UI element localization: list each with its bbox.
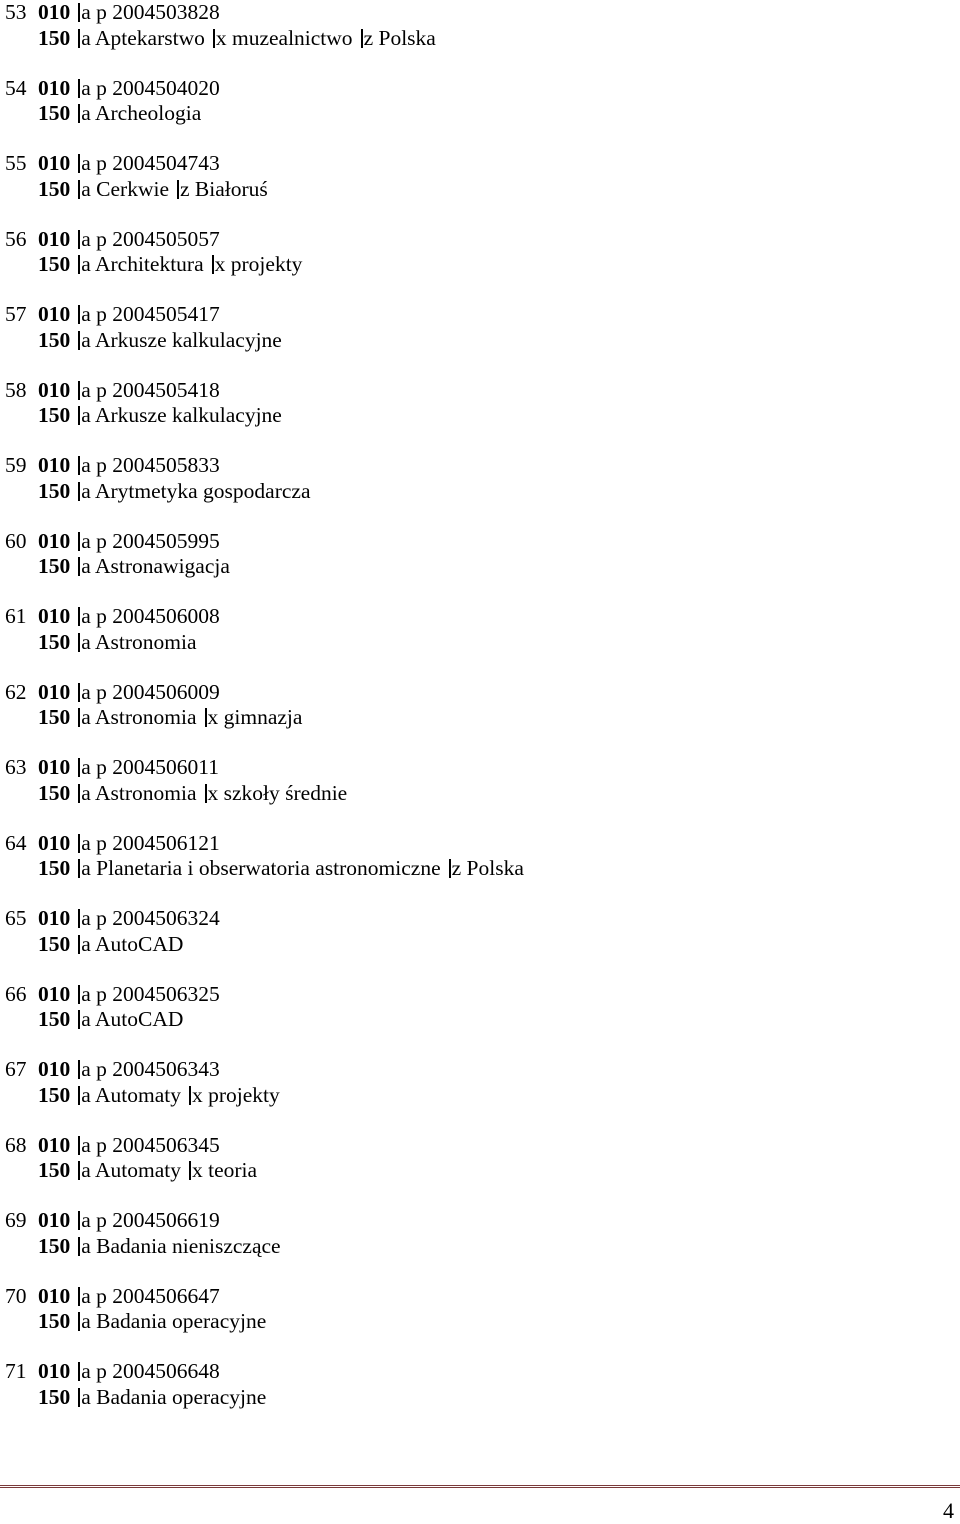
subfield-delimiter: [212, 255, 214, 274]
control-number-value: a p 2004506325: [81, 981, 220, 1006]
heading-line: [5, 856, 945, 882]
field-tag-150: 150: [38, 1384, 71, 1409]
control-number-value: a p 2004505833: [81, 453, 220, 477]
subfield-delimiter: [78, 708, 80, 727]
subfield-delimiter: [78, 456, 80, 475]
record-54: [5, 76, 945, 152]
subfield-delimiter: [78, 1388, 80, 1407]
subfield-delimiter: [78, 1362, 80, 1381]
control-number-value: a p 2004506008: [81, 604, 220, 628]
record-number: 65: [5, 906, 27, 930]
control-number-value: a p 2004505057: [81, 226, 220, 251]
field-tag-150: 150: [38, 478, 71, 503]
subfield-value: a Badania operacyjne: [81, 1384, 267, 1409]
control-number-line: [5, 0, 945, 26]
record-number: 61: [5, 604, 27, 628]
subfield-value: z Polska: [363, 25, 436, 50]
heading-line: [5, 101, 945, 127]
field-tag-150: 150: [38, 403, 71, 427]
record-number: 66: [5, 981, 27, 1006]
subfield-delimiter: [78, 633, 80, 652]
subfield-delimiter: [78, 1287, 80, 1306]
record-58: [5, 378, 945, 454]
subfield-value: a Astronawigacja: [81, 554, 230, 578]
control-number-line: [5, 604, 945, 630]
field-tag-150: 150: [38, 931, 71, 956]
field-tag-010: 010: [38, 906, 71, 930]
subfield-delimiter: [78, 532, 80, 551]
field-tag-150: 150: [38, 629, 71, 654]
record-number: 54: [5, 75, 27, 100]
record-number: 55: [5, 151, 27, 175]
control-number-value: a p 2004506343: [81, 1057, 220, 1081]
record-number: 71: [5, 1359, 27, 1383]
control-number-line: [5, 302, 945, 328]
field-tag-150: 150: [38, 1082, 71, 1107]
heading-line: [5, 1007, 945, 1033]
subfield-delimiter: [78, 406, 80, 425]
subfield-delimiter: [189, 1086, 191, 1105]
subfield-delimiter: [189, 1161, 191, 1180]
control-number-value: a p 2004506324: [81, 906, 220, 930]
subfield-value: a Archeologia: [81, 101, 202, 125]
subfield-value: a Architektura: [81, 252, 204, 276]
heading-line: [5, 1083, 945, 1109]
subfield-value: x muzealnictwo: [215, 25, 353, 50]
field-tag-010: 010: [38, 0, 71, 24]
field-tag-010: 010: [38, 226, 71, 251]
heading-line: [5, 1385, 945, 1411]
control-number-line: [5, 151, 945, 177]
subfield-delimiter: [78, 985, 80, 1004]
record-55: [5, 151, 945, 227]
control-number-value: a p 2004506619: [81, 1208, 220, 1232]
subfield-delimiter: [78, 935, 80, 954]
control-number-line: [5, 1284, 945, 1310]
field-tag-010: 010: [38, 151, 71, 175]
heading-line: [5, 1158, 945, 1184]
subfield-value: a Automaty: [81, 1158, 181, 1182]
subfield-delimiter: [205, 784, 207, 803]
record-number: 68: [5, 1132, 27, 1157]
subfield-delimiter: [78, 154, 80, 173]
subfield-value: a Arkusze kalkulacyjne: [81, 403, 282, 427]
record-69: [5, 1208, 945, 1284]
heading-line: [5, 403, 945, 429]
field-tag-150: 150: [38, 101, 71, 125]
record-list: [5, 0, 945, 1435]
subfield-value: a Arytmetyka gospodarcza: [81, 478, 311, 503]
record-number: 64: [5, 830, 27, 855]
subfield-value: a Astronomia: [81, 629, 197, 654]
field-tag-010: 010: [38, 1359, 71, 1383]
record-number: 60: [5, 528, 27, 553]
control-number-line: [5, 378, 945, 404]
heading-line: [5, 252, 945, 278]
subfield-delimiter: [361, 29, 363, 48]
record-64: [5, 831, 945, 907]
subfield-delimiter: [78, 784, 80, 803]
control-number-line: [5, 453, 945, 479]
heading-line: [5, 705, 945, 731]
heading-line: [5, 554, 945, 580]
subfield-delimiter: [78, 1010, 80, 1029]
field-tag-010: 010: [38, 1208, 71, 1232]
record-62: [5, 680, 945, 756]
control-number-value: a p 2004505995: [81, 528, 220, 553]
heading-line: [5, 177, 945, 203]
subfield-value: z Polska: [451, 856, 524, 880]
record-57: [5, 302, 945, 378]
control-number-value: a p 2004506345: [81, 1132, 220, 1157]
field-tag-010: 010: [38, 604, 71, 628]
subfield-delimiter: [78, 758, 80, 777]
subfield-delimiter: [78, 1136, 80, 1155]
record-number: 58: [5, 377, 27, 402]
field-tag-150: 150: [38, 1007, 71, 1031]
control-number-line: [5, 76, 945, 102]
field-tag-150: 150: [38, 327, 71, 352]
subfield-value: a Automaty: [81, 1082, 181, 1107]
record-number: 59: [5, 453, 27, 477]
control-number-line: [5, 680, 945, 706]
subfield-delimiter: [78, 79, 80, 98]
heading-line: [5, 781, 945, 807]
subfield-value: a AutoCAD: [81, 1007, 184, 1031]
record-number: 53: [5, 0, 27, 24]
subfield-delimiter: [78, 1237, 80, 1256]
heading-line: [5, 932, 945, 958]
subfield-value: x projekty: [214, 252, 303, 276]
record-66: [5, 982, 945, 1058]
record-number: 69: [5, 1208, 27, 1232]
record-59: [5, 453, 945, 529]
subfield-delimiter: [78, 180, 80, 199]
record-number: 67: [5, 1057, 27, 1081]
record-number: 62: [5, 679, 27, 704]
record-68: [5, 1133, 945, 1209]
control-number-line: [5, 1133, 945, 1159]
control-number-line: [5, 227, 945, 253]
control-number-value: a p 2004505418: [81, 377, 220, 402]
subfield-delimiter: [78, 607, 80, 626]
control-number-value: a p 2004504743: [81, 151, 220, 175]
control-number-line: [5, 1208, 945, 1234]
control-number-line: [5, 755, 945, 781]
record-67: [5, 1057, 945, 1133]
subfield-value: a Badania operacyjne: [81, 1309, 267, 1333]
record-56: [5, 227, 945, 303]
field-tag-010: 010: [38, 302, 71, 326]
subfield-delimiter: [213, 29, 215, 48]
control-number-line: [5, 1359, 945, 1385]
record-number: 70: [5, 1283, 27, 1308]
field-tag-010: 010: [38, 453, 71, 477]
field-tag-150: 150: [38, 856, 71, 880]
control-number-line: [5, 831, 945, 857]
field-tag-150: 150: [38, 1233, 71, 1258]
subfield-delimiter: [449, 859, 451, 878]
control-number-line: [5, 982, 945, 1008]
subfield-delimiter: [78, 834, 80, 853]
subfield-value: a Badania nieniszczące: [81, 1233, 281, 1258]
heading-line: [5, 328, 945, 354]
subfield-delimiter: [78, 1312, 80, 1331]
subfield-delimiter: [78, 1086, 80, 1105]
heading-line: [5, 479, 945, 505]
control-number-value: a p 2004503828: [81, 0, 220, 24]
control-number-value: a p 2004505417: [81, 302, 220, 326]
subfield-delimiter: [78, 1211, 80, 1230]
field-tag-010: 010: [38, 830, 71, 855]
record-61: [5, 604, 945, 680]
subfield-delimiter: [78, 683, 80, 702]
heading-line: [5, 1234, 945, 1260]
subfield-delimiter: [78, 557, 80, 576]
subfield-delimiter: [78, 104, 80, 123]
subfield-value: a AutoCAD: [81, 931, 184, 956]
subfield-value: z Białoruś: [180, 176, 268, 201]
field-tag-150: 150: [38, 1158, 71, 1182]
record-65: [5, 906, 945, 982]
subfield-value: a Arkusze kalkulacyjne: [81, 327, 282, 352]
field-tag-010: 010: [38, 1132, 71, 1157]
record-number: 57: [5, 302, 27, 326]
subfield-delimiter: [205, 708, 207, 727]
field-tag-010: 010: [38, 1057, 71, 1081]
record-70: [5, 1284, 945, 1360]
subfield-value: x szkoły średnie: [207, 780, 348, 805]
subfield-delimiter: [78, 909, 80, 928]
field-tag-150: 150: [38, 252, 71, 276]
field-tag-150: 150: [38, 554, 71, 578]
subfield-delimiter: [78, 3, 80, 22]
subfield-delimiter: [78, 255, 80, 274]
control-number-value: a p 2004506121: [81, 830, 220, 855]
control-number-value: a p 2004504020: [81, 75, 220, 100]
field-tag-150: 150: [38, 1309, 71, 1333]
control-number-line: [5, 906, 945, 932]
record-60: [5, 529, 945, 605]
record-71: [5, 1359, 945, 1435]
field-tag-150: 150: [38, 780, 71, 805]
subfield-value: a Astronomia: [81, 705, 197, 729]
footer-rule: [0, 1485, 960, 1488]
field-tag-010: 010: [38, 679, 71, 704]
subfield-value: x teoria: [191, 1158, 258, 1182]
subfield-delimiter: [78, 29, 80, 48]
page-number: 4: [943, 1498, 954, 1523]
field-tag-010: 010: [38, 75, 71, 100]
record-number: 56: [5, 226, 27, 251]
field-tag-150: 150: [38, 25, 71, 50]
field-tag-010: 010: [38, 755, 71, 779]
subfield-delimiter: [78, 859, 80, 878]
subfield-delimiter: [78, 1161, 80, 1180]
heading-line: [5, 1309, 945, 1335]
subfield-delimiter: [78, 1060, 80, 1079]
control-number-value: a p 2004506647: [81, 1283, 220, 1308]
field-tag-150: 150: [38, 705, 71, 729]
control-number-value: a p 2004506009: [81, 679, 220, 704]
subfield-value: x gimnazja: [207, 705, 303, 729]
record-63: [5, 755, 945, 831]
subfield-delimiter: [78, 305, 80, 324]
subfield-value: x projekty: [191, 1082, 280, 1107]
control-number-line: [5, 529, 945, 555]
subfield-delimiter: [78, 381, 80, 400]
subfield-delimiter: [78, 482, 80, 501]
subfield-value: a Cerkwie: [81, 176, 170, 201]
field-tag-010: 010: [38, 377, 71, 402]
heading-line: [5, 630, 945, 656]
field-tag-010: 010: [38, 1283, 71, 1308]
control-number-value: a p 2004506011: [81, 755, 219, 779]
field-tag-010: 010: [38, 981, 71, 1006]
field-tag-150: 150: [38, 176, 71, 201]
subfield-value: a Astronomia: [81, 780, 197, 805]
field-tag-010: 010: [38, 528, 71, 553]
subfield-delimiter: [78, 331, 80, 350]
record-53: [5, 0, 945, 76]
record-number: 63: [5, 755, 27, 779]
subfield-delimiter: [177, 180, 179, 199]
control-number-value: a p 2004506648: [81, 1359, 220, 1383]
subfield-value: a Aptekarstwo: [81, 25, 205, 50]
subfield-delimiter: [78, 230, 80, 249]
control-number-line: [5, 1057, 945, 1083]
heading-line: [5, 26, 945, 52]
subfield-value: a Planetaria i obserwatoria astronomiczne: [81, 856, 441, 880]
